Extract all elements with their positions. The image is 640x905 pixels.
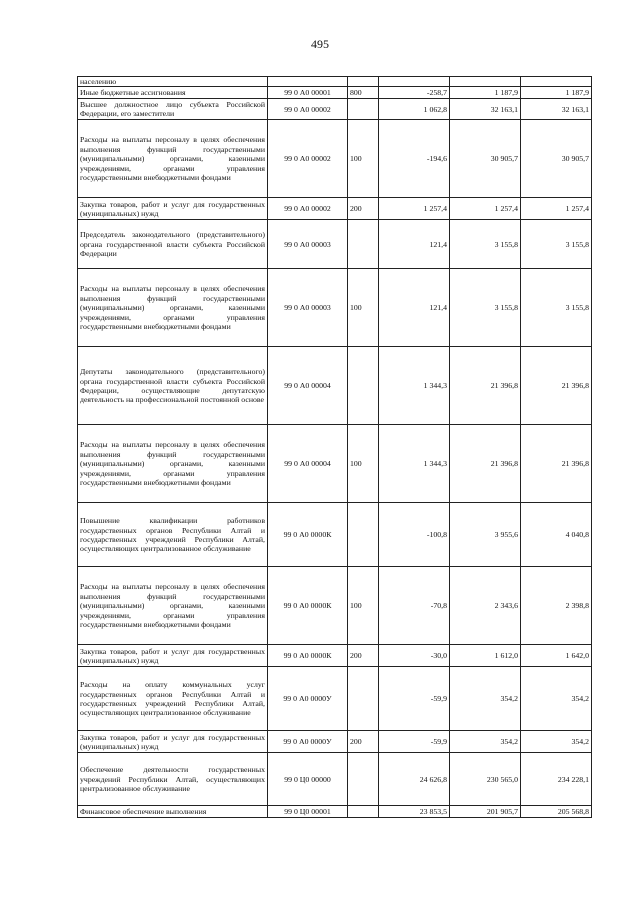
- row-description: населению: [78, 77, 268, 87]
- row-expense-type: [348, 77, 379, 87]
- table-row: [78, 347, 592, 425]
- row-amount-total: 2 343,6: [450, 567, 521, 645]
- row-amount-change: 121,4: [379, 220, 450, 269]
- row-amount-total: 32 163,1: [450, 99, 521, 120]
- table-row: [78, 645, 592, 667]
- row-code: 99 0 А0 0000К: [268, 503, 348, 567]
- row-amount-total: 354,2: [450, 731, 521, 753]
- table-row: [78, 220, 592, 269]
- row-description: Финансовое обеспечение выполнения: [78, 806, 268, 818]
- row-amount-change: [379, 77, 450, 87]
- row-amount-next: 21 396,8: [521, 347, 592, 425]
- row-amount-total: [450, 77, 521, 87]
- row-expense-type: [348, 220, 379, 269]
- row-amount-change: -258,7: [379, 87, 450, 99]
- table-row: [78, 667, 592, 731]
- row-amount-change: 1 062,8: [379, 99, 450, 120]
- row-amount-next: 21 396,8: [521, 425, 592, 503]
- row-code: 99 0 А0 00004: [268, 425, 348, 503]
- row-expense-type: [348, 99, 379, 120]
- row-amount-next: 4 040,8: [521, 503, 592, 567]
- row-amount-total: 30 905,7: [450, 120, 521, 198]
- row-description: Высшее должностное лицо субъекта Российской Федерации, его заместители: [78, 99, 268, 120]
- row-amount-next: 1 642,0: [521, 645, 592, 667]
- row-amount-next: 3 155,8: [521, 220, 592, 269]
- row-code: [268, 77, 348, 87]
- row-amount-total: 1 257,4: [450, 198, 521, 220]
- row-description: Закупка товаров, работ и услуг для государственных (муниципальных) нужд: [78, 731, 268, 753]
- row-expense-type: [348, 667, 379, 731]
- row-amount-next: 354,2: [521, 731, 592, 753]
- table-row: [78, 269, 592, 347]
- row-amount-total: 354,2: [450, 667, 521, 731]
- row-amount-total: 21 396,8: [450, 347, 521, 425]
- row-amount-change: -70,8: [379, 567, 450, 645]
- row-expense-type: [348, 806, 379, 818]
- budget-table: [77, 76, 592, 818]
- row-amount-change: 121,4: [379, 269, 450, 347]
- row-amount-next: 2 398,8: [521, 567, 592, 645]
- row-code: 99 0 А0 00002: [268, 198, 348, 220]
- row-code: 99 0 А0 00002: [268, 120, 348, 198]
- row-description: Депутаты законодательного (представительного) органа государственной власти субъекта Российской Федерации, осуществляющие депутатскую деятельность на профессиональной постоянной основе: [78, 347, 268, 425]
- row-description: Расходы на выплаты персоналу в целях обеспечения выполнения функций государственными (муниципальными) органами, казенными учреждениями, органами управления государственными внебюджетными фондами: [78, 120, 268, 198]
- table-row: [78, 731, 592, 753]
- row-amount-change: -59,9: [379, 731, 450, 753]
- row-amount-next: 32 163,1: [521, 99, 592, 120]
- table-row: [78, 99, 592, 120]
- row-expense-type: 200: [348, 731, 379, 753]
- row-expense-type: [348, 753, 379, 806]
- row-expense-type: 100: [348, 567, 379, 645]
- row-amount-total: 1 612,0: [450, 645, 521, 667]
- row-description: Повышение квалификации работников государственных органов Республики Алтай и государственных учреждений Республики Алтай, осуществляющих централизованное обслуживание: [78, 503, 268, 567]
- row-amount-change: -194,6: [379, 120, 450, 198]
- row-amount-change: -59,9: [379, 667, 450, 731]
- row-amount-total: 201 905,7: [450, 806, 521, 818]
- row-code: 99 0 А0 0000К: [268, 645, 348, 667]
- row-expense-type: [348, 503, 379, 567]
- table-row: [78, 503, 592, 567]
- row-amount-change: 1 257,4: [379, 198, 450, 220]
- row-amount-total: 3 155,8: [450, 269, 521, 347]
- table-row: [78, 198, 592, 220]
- row-expense-type: 100: [348, 120, 379, 198]
- row-code: 99 0 Ц0 00001: [268, 806, 348, 818]
- row-amount-next: 3 155,8: [521, 269, 592, 347]
- table-row: [78, 567, 592, 645]
- row-amount-next: 205 568,8: [521, 806, 592, 818]
- row-code: 99 0 А0 0000У: [268, 731, 348, 753]
- row-code: 99 0 А0 0000У: [268, 667, 348, 731]
- row-code: 99 0 А0 00003: [268, 269, 348, 347]
- row-amount-next: 354,2: [521, 667, 592, 731]
- row-expense-type: 100: [348, 269, 379, 347]
- row-amount-total: 21 396,8: [450, 425, 521, 503]
- table-row: [78, 120, 592, 198]
- row-code: 99 0 А0 00003: [268, 220, 348, 269]
- row-expense-type: 200: [348, 198, 379, 220]
- row-amount-next: [521, 77, 592, 87]
- row-code: 99 0 А0 00001: [268, 87, 348, 99]
- row-expense-type: [348, 347, 379, 425]
- row-description: Закупка товаров, работ и услуг для государственных (муниципальных) нужд: [78, 645, 268, 667]
- row-amount-next: 30 905,7: [521, 120, 592, 198]
- row-description: Обеспечение деятельности государственных учреждений Республики Алтай, осуществляющих централизованное обслуживание: [78, 753, 268, 806]
- row-description: Иные бюджетные ассигнования: [78, 87, 268, 99]
- row-description: Закупка товаров, работ и услуг для государственных (муниципальных) нужд: [78, 198, 268, 220]
- row-amount-next: 234 228,1: [521, 753, 592, 806]
- row-expense-type: 800: [348, 87, 379, 99]
- row-code: 99 0 А0 0000К: [268, 567, 348, 645]
- row-amount-next: 1 187,9: [521, 87, 592, 99]
- row-description: Председатель законодательного (представительного) органа государственной власти субъекта Российской Федерации: [78, 220, 268, 269]
- table-row: [78, 806, 592, 818]
- row-expense-type: 100: [348, 425, 379, 503]
- row-code: 99 0 Ц0 00000: [268, 753, 348, 806]
- row-expense-type: 200: [348, 645, 379, 667]
- table-row: [78, 77, 592, 87]
- row-code: 99 0 А0 00002: [268, 99, 348, 120]
- row-amount-change: 23 853,5: [379, 806, 450, 818]
- row-description: Расходы на оплату коммунальных услуг государственных органов Республики Алтай и государственных учреждений Республики Алтай, осуществляющих централизованное обслуживание: [78, 667, 268, 731]
- row-amount-change: 1 344,3: [379, 347, 450, 425]
- row-description: Расходы на выплаты персоналу в целях обеспечения выполнения функций государственными (муниципальными) органами, казенными учреждениями, органами управления государственными внебюджетными фондами: [78, 425, 268, 503]
- row-amount-change: -30,0: [379, 645, 450, 667]
- row-amount-total: 230 565,0: [450, 753, 521, 806]
- row-amount-change: -100,8: [379, 503, 450, 567]
- table-row: [78, 753, 592, 806]
- row-description: Расходы на выплаты персоналу в целях обеспечения выполнения функций государственными (муниципальными) органами, казенными учреждениями, органами управления государственными внебюджетными фондами: [78, 567, 268, 645]
- row-amount-next: 1 257,4: [521, 198, 592, 220]
- row-amount-total: 1 187,9: [450, 87, 521, 99]
- row-amount-change: 1 344,3: [379, 425, 450, 503]
- row-amount-change: 24 626,8: [379, 753, 450, 806]
- table-row: [78, 425, 592, 503]
- page-number: 495: [311, 37, 329, 51]
- table-row: [78, 87, 592, 99]
- row-amount-total: 3 955,6: [450, 503, 521, 567]
- row-amount-total: 3 155,8: [450, 220, 521, 269]
- row-description: Расходы на выплаты персоналу в целях обеспечения выполнения функций государственными (муниципальными) органами, казенными учреждениями, органами управления государственными внебюджетными фондами: [78, 269, 268, 347]
- row-code: 99 0 А0 00004: [268, 347, 348, 425]
